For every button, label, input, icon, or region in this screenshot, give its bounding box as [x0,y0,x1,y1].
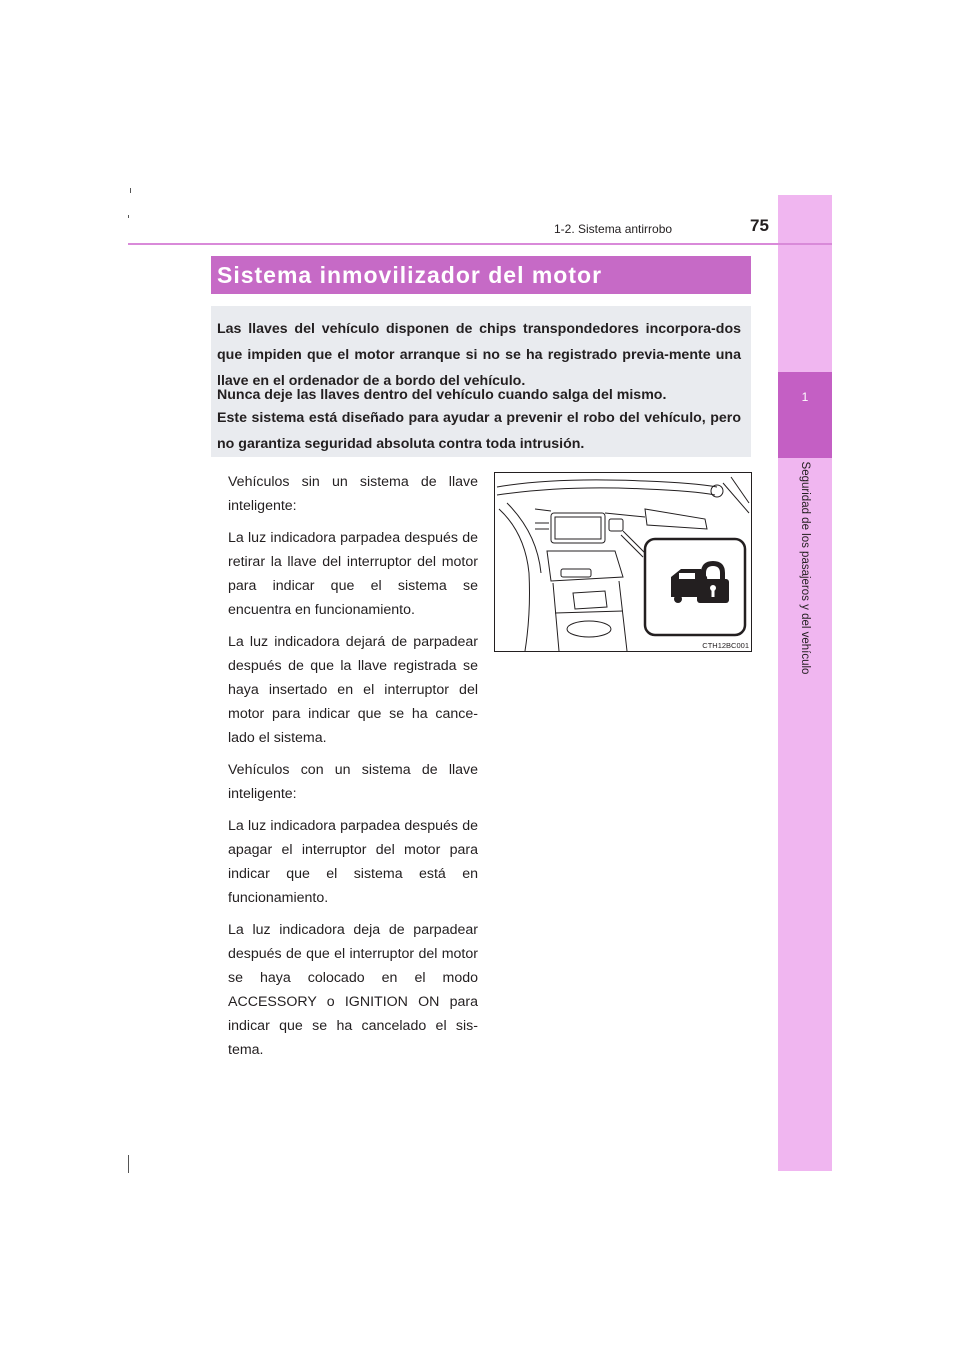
intro-paragraph: Este sistema está diseñado para ayudar a prevenir el robo del vehículo, pero no garantiza seguridad absoluta contra toda intrusión. [217,410,741,452]
chapter-tab [778,372,832,458]
chapter-number: 1 [801,390,809,404]
intro-paragraph: Las llaves del vehículo disponen de chips transpondedores incorpora-dos que impiden que el motor arranque si no se ha registrado previa-mente una llave en el ordenador de a bordo del vehículo. [217,321,741,389]
body-paragraph: La luz indicadora parpadea después de apagar el interruptor del motor para indicar que el sistema está en funcionamiento. [228,818,478,906]
crop-mark [130,188,131,193]
body-paragraph: La luz indicadora dejará de parpadear después de que la llave registrada se haya insertado en el interruptor del motor para indicar que se ha cance-lado el sistema. [228,634,478,746]
car-lock-icon [671,561,729,603]
page-number: 75 [750,216,769,235]
crop-mark [128,1155,129,1173]
body-paragraph: Vehículos sin un sistema de llave inteligente: [228,474,478,514]
indicator-light [609,519,623,531]
crop-mark [128,215,129,218]
intro-paragraph: Nunca deje las llaves dentro del vehículo cuando salga del mismo. [217,387,667,403]
header-rule [128,243,832,245]
dashboard-drawing [495,473,751,651]
page-title: Sistema inmovilizador del motor [217,262,603,288]
body-text [228,470,478,1070]
section-label: 1-2. Sistema antirrobo [554,222,673,236]
chapter-title: Seguridad de los pasajeros y del vehículo [799,461,811,675]
figure-code: CTH12BC001 [702,641,749,650]
body-paragraph: La luz indicadora parpadea después de retirar la llave del interruptor del motor para indicar que el sistema se encuentra en funcionamiento. [228,530,478,618]
dashboard-illustration [494,472,752,652]
body-paragraph: Vehículos con un sistema de llave inteligente: [228,762,478,802]
side-tab [778,195,832,1171]
body-paragraph: La luz indicadora deja de parpadear después de que el interruptor del motor se haya colocado en el modo ACCESSORY o IGNITION ON para indicar que se ha cancelado el sis-tema. [228,922,478,1058]
